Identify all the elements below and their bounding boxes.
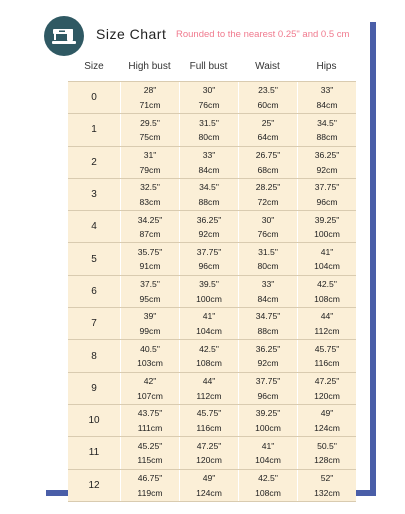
cm-value: 108cm [255,487,281,498]
waist-cell [238,373,297,404]
cm-value: 80cm [257,261,279,272]
size-label: 6 [91,285,97,297]
inch-value: 31.5" [199,117,219,128]
inch-value: 37.5" [140,279,160,290]
inch-value: 43.75" [137,408,163,419]
inch-value: 42.5" [199,343,219,354]
cm-value: 124cm [196,487,222,498]
inch-value: 34.25" [137,214,163,225]
header-hips: Hips [316,60,337,72]
page-title: Size Chart [96,26,167,42]
cm-value: 96cm [257,390,279,401]
table-row [68,372,356,404]
cm-value: 120cm [314,390,340,401]
hips-cell [297,276,356,307]
waist-cell [238,147,297,178]
inch-value: 25" [261,117,275,128]
cm-value: 64cm [257,132,279,143]
high-bust-cell [120,308,179,339]
cm-value: 96cm [198,261,220,272]
full-bust-cell [179,114,238,145]
high-bust-cell [120,405,179,436]
inch-value: 37.75" [314,182,340,193]
inch-value: 49" [202,472,216,483]
cm-value: 91cm [139,261,161,272]
full-bust-cell [179,276,238,307]
cm-value: 71cm [139,99,161,110]
waist-cell [238,179,297,210]
full-bust-cell [179,147,238,178]
inch-value: 34.75" [255,311,281,322]
cm-value: 96cm [316,196,338,207]
size-label: 4 [91,221,97,233]
size-label: 0 [91,92,97,104]
table-row [68,307,356,339]
inch-value: 39.25" [314,214,340,225]
header-high-bust: High bust [128,60,171,72]
full-bust-cell [179,470,238,501]
hips-cell [297,437,356,468]
cm-value: 112cm [196,390,222,401]
table-body [68,81,356,502]
cm-value: 76cm [198,99,220,110]
high-bust-cell [120,437,179,468]
hips-cell [297,82,356,113]
inch-value: 30" [261,214,275,225]
table-row [68,210,356,242]
cm-value: 60cm [257,99,279,110]
high-bust-cell [120,276,179,307]
inch-value: 46.75" [137,472,163,483]
inch-value: 28" [143,85,157,96]
size-label: 8 [91,350,97,362]
inch-value: 45.75" [196,408,222,419]
cm-value: 100cm [314,229,340,240]
waist-cell [238,437,297,468]
table-row [68,404,356,436]
full-bust-cell [179,179,238,210]
cm-value: 128cm [314,455,340,466]
cm-value: 88cm [257,326,279,337]
hips-cell [297,340,356,371]
cm-value: 108cm [196,358,222,369]
waist-cell [238,243,297,274]
inch-value: 52" [320,472,334,483]
inch-value: 35.75" [137,246,163,257]
size-table [68,51,356,502]
inch-value: 29.5" [140,117,160,128]
table-row [68,146,356,178]
cm-value: 108cm [314,293,340,304]
cm-value: 68cm [257,164,279,175]
inch-value: 37.75" [196,246,222,257]
inch-value: 31.5" [258,246,278,257]
full-bust-cell [179,82,238,113]
hips-cell [297,470,356,501]
cm-value: 92cm [198,229,220,240]
cm-value: 84cm [198,164,220,175]
full-bust-cell [179,373,238,404]
high-bust-cell [120,82,179,113]
inch-value: 47.25" [196,440,222,451]
table-row [68,178,356,210]
waist-cell [238,82,297,113]
table-row [68,275,356,307]
inch-value: 44" [202,375,216,386]
inch-value: 23.5" [258,85,278,96]
cm-value: 116cm [314,358,340,369]
waist-cell [238,405,297,436]
cm-value: 99cm [139,326,161,337]
inch-value: 41" [202,311,216,322]
cm-value: 72cm [257,196,279,207]
cm-value: 115cm [137,455,163,466]
size-label: 7 [91,318,97,330]
cm-value: 104cm [255,455,281,466]
inch-value: 37.75" [255,375,281,386]
waist-cell [238,211,297,242]
hips-cell [297,179,356,210]
cm-value: 92cm [257,358,279,369]
table-row [68,113,356,145]
high-bust-cell [120,373,179,404]
inch-value: 32.5" [140,182,160,193]
cm-value: 84cm [316,99,338,110]
inch-value: 36.25" [314,149,340,160]
size-label: 11 [88,447,100,459]
cm-value: 112cm [314,326,340,337]
inch-value: 47.25" [314,375,340,386]
table-header [68,51,356,81]
hips-cell [297,405,356,436]
inch-value: 44" [320,311,334,322]
header-full-bust: Full bust [189,60,228,72]
cm-value: 104cm [196,326,222,337]
size-label: 5 [91,253,97,265]
hips-cell [297,211,356,242]
inch-value: 33" [261,279,275,290]
cm-value: 107cm [137,390,163,401]
cm-value: 88cm [198,196,220,207]
cm-value: 116cm [196,422,222,433]
inch-value: 39.5" [199,279,219,290]
high-bust-cell [120,211,179,242]
cm-value: 87cm [139,229,161,240]
inch-value: 39" [143,311,157,322]
inch-value: 39.25" [255,408,281,419]
inch-value: 33" [202,149,216,160]
inch-value: 34.5" [317,117,337,128]
table-row [68,339,356,371]
size-label: 2 [91,156,97,168]
cm-value: 119cm [137,487,163,498]
inch-value: 50.5" [317,440,337,451]
waist-cell [238,276,297,307]
cm-value: 83cm [139,196,161,207]
inch-value: 42.5" [258,472,278,483]
cm-value: 79cm [139,164,161,175]
table-row [68,469,356,502]
size-label: 9 [91,382,97,394]
sewing-machine-icon [44,16,84,56]
size-label: 3 [91,189,97,201]
table-row [68,81,356,113]
full-bust-cell [179,340,238,371]
full-bust-cell [179,243,238,274]
inch-value: 40.5" [140,343,160,354]
inch-value: 42" [143,375,157,386]
inch-value: 33" [320,85,334,96]
header-waist: Waist [255,60,280,72]
cm-value: 111cm [137,422,163,433]
cm-value: 84cm [257,293,279,304]
size-label: 1 [91,124,97,136]
inch-value: 41" [320,246,334,257]
high-bust-cell [120,114,179,145]
cm-value: 80cm [198,132,220,143]
high-bust-cell [120,340,179,371]
waist-cell [238,470,297,501]
cm-value: 95cm [139,293,161,304]
cm-value: 75cm [139,132,161,143]
high-bust-cell [120,243,179,274]
cm-value: 103cm [137,358,163,369]
cm-value: 76cm [257,229,279,240]
cm-value: 100cm [196,293,222,304]
hips-cell [297,308,356,339]
high-bust-cell [120,179,179,210]
cm-value: 100cm [255,422,281,433]
full-bust-cell [179,405,238,436]
table-row [68,242,356,274]
cm-value: 92cm [316,164,338,175]
full-bust-cell [179,211,238,242]
cm-value: 120cm [196,455,222,466]
waist-cell [238,340,297,371]
hips-cell [297,243,356,274]
cm-value: 104cm [314,261,340,272]
hips-cell [297,114,356,145]
full-bust-cell [179,437,238,468]
cm-value: 132cm [314,487,340,498]
inch-value: 42.5" [317,279,337,290]
inch-value: 45.25" [137,440,163,451]
inch-value: 41" [261,440,275,451]
hips-cell [297,147,356,178]
header-size: Size [84,60,104,72]
cm-value: 124cm [314,422,340,433]
inch-value: 49" [320,408,334,419]
inch-value: 26.75" [255,149,281,160]
waist-cell [238,308,297,339]
cm-value: 88cm [316,132,338,143]
inch-value: 30" [202,85,216,96]
hips-cell [297,373,356,404]
page-subtitle: Rounded to the nearest 0.25" and 0.5 cm [176,29,350,40]
high-bust-cell [120,147,179,178]
size-label: 10 [88,415,100,427]
inch-value: 34.5" [199,182,219,193]
table-row [68,436,356,468]
waist-cell [238,114,297,145]
inch-value: 45.75" [314,343,340,354]
inch-value: 36.25" [255,343,281,354]
inch-value: 31" [143,149,157,160]
inch-value: 28.25" [255,182,281,193]
inch-value: 36.25" [196,214,222,225]
full-bust-cell [179,308,238,339]
size-label: 12 [88,479,100,491]
high-bust-cell [120,470,179,501]
